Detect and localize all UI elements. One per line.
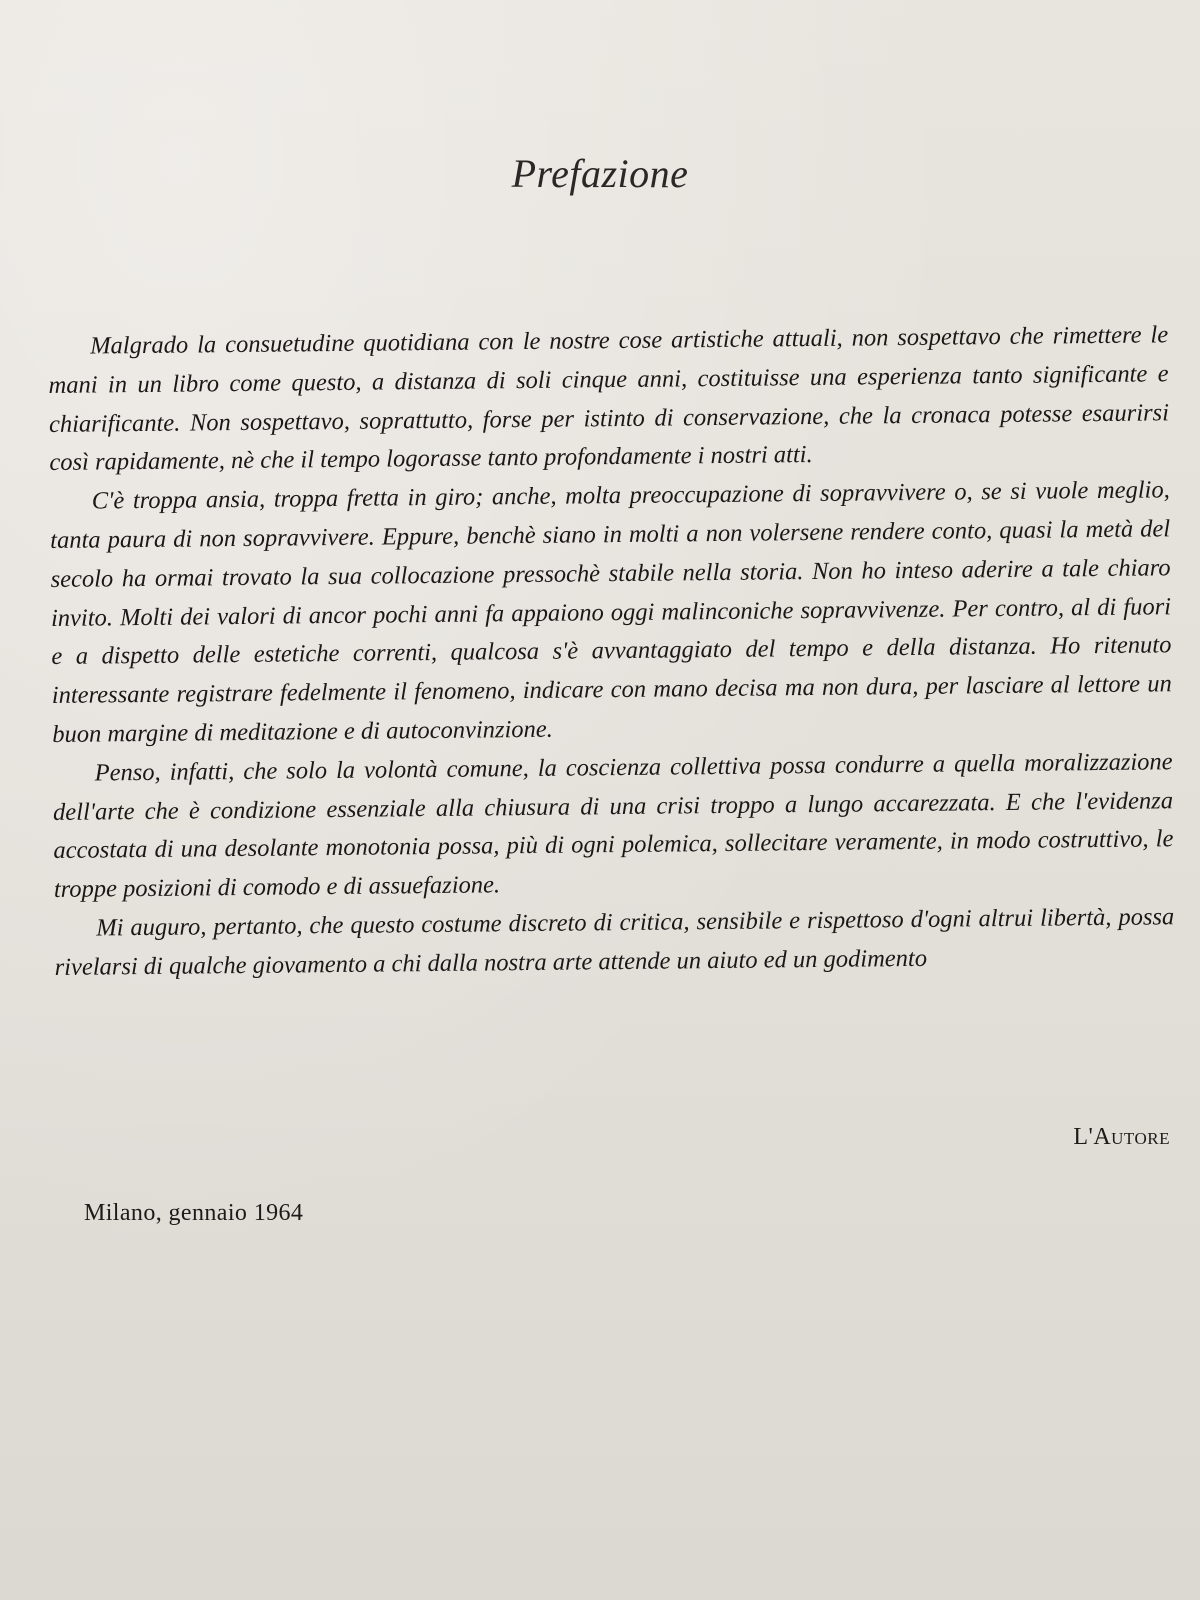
paragraph-3: Penso, infatti, che solo la volontà comune, la coscienza collettiva possa condurre a quella moralizzazione dell'arte che è condizione essenziale alla chiusura di una crisi troppo a lungo accarezzata. E che l'evidenza accostata di una desolante monotonia possa, più di ogni polemica, sollecitare veramente, in modo costruttivo, le troppe posizioni di comodo e di assuefazione. [52,748,1174,904]
paragraph-4: Mi auguro, pertanto, che questo costume discreto di critica, sensibile e rispettoso d'ogni altrui libertà, possa rivelarsi di qualche giovamento a chi dalla nostra arte attende un aiuto ed un godimento [54,903,1175,981]
paragraph-2: C'è troppa ansia, troppa fretta in giro; anche, molta preoccupazione di sopravvivere o, se si vuole meglio, tanta paura di non sopravvivere. Eppure, benchè siano in molti a non volersene rendere conto, quasi la metà del secolo ha ormai trovato la sua collocazione pressochè stabile nella storia. Non ho inteso aderire a tale chiaro invito. Molti dei valori di ancor pochi anni fa appaiono oggi malinconiche sopravvivenze. Per contro, al di fuori e a dispetto delle estetiche correnti, qualcosa s'è avvantaggiato del tempo e della distanza. Ho ritenuto interessante registrare fedelmente il fenomeno, indicare con mano decisa ma non dura, per lasciare al lettore un buon margine di meditazione e di autoconvinzione. [50,476,1172,748]
preface-body [48,316,1175,987]
place-and-date: Milano, gennaio 1964 [84,1200,304,1226]
page-title: Prefazione [511,151,689,196]
author-signature: L'Autore [1073,1124,1170,1150]
paragraph-1: Malgrado la consuetudine quotidiana con le nostre cose artistiche attuali, non sospettavo che rimettere le mani in un libro come questo, a distanza di soli cinque anni, costituisse una esperienza tanto significante e chiarificante. Non sospettavo, soprattutto, forse per istinto di conservazione, che la cronaca potesse esaurirsi così rapidamente, nè che il tempo logorasse tanto profondamente i nostri atti. [48,321,1170,477]
